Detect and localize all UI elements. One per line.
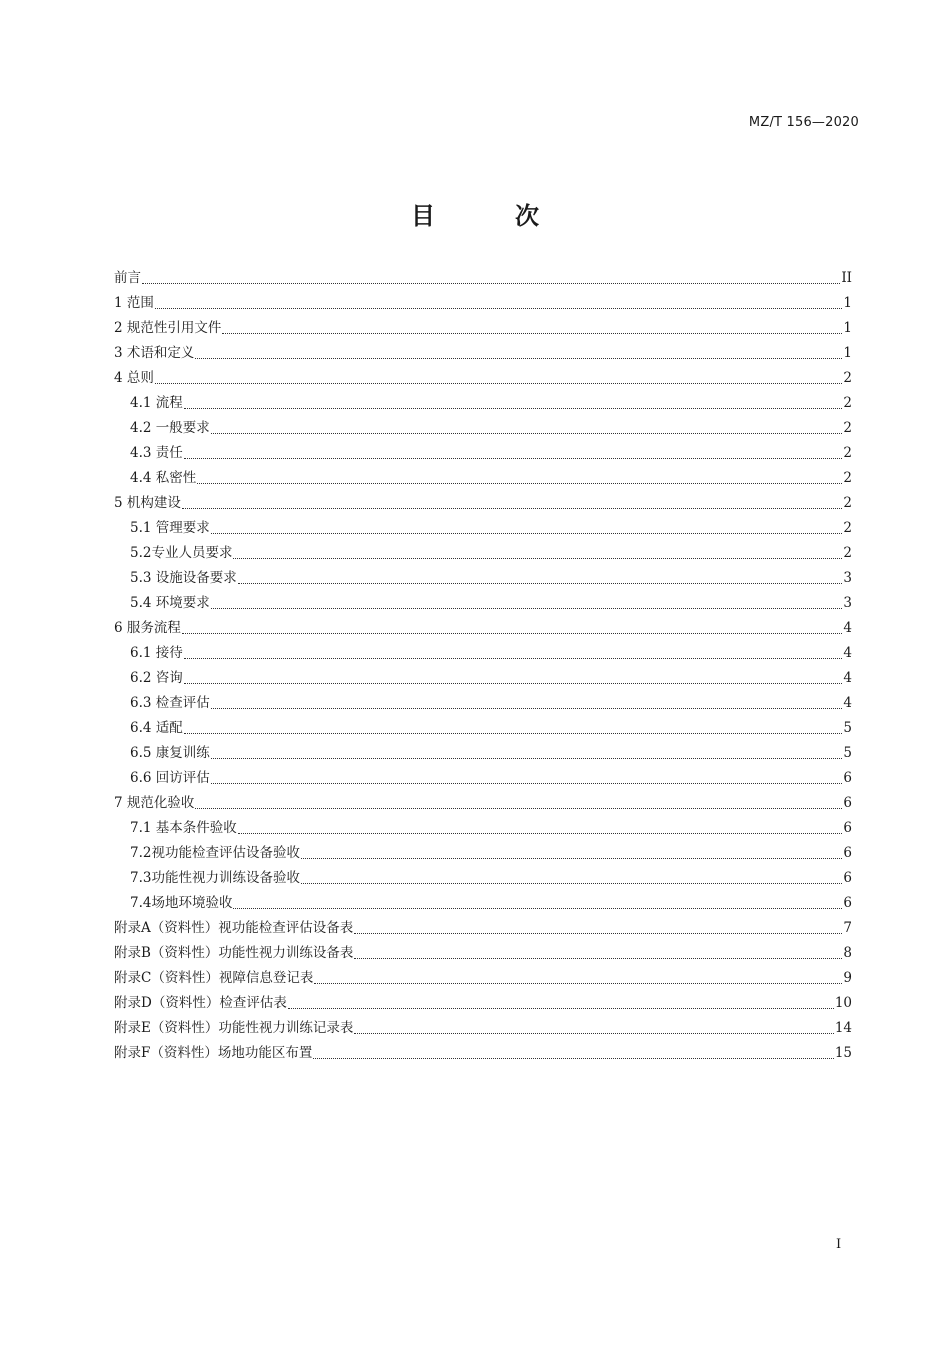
toc-entry-page: 2: [843, 395, 852, 411]
toc-entry-page: 2: [843, 470, 852, 486]
toc-title: 目 次: [411, 202, 567, 230]
toc-entry-label: 7.3功能性视力训练设备验收: [130, 870, 300, 886]
toc-entry-1[interactable]: [114, 291, 852, 316]
toc-entry-4-4[interactable]: [114, 466, 852, 491]
dot-leader: [155, 307, 843, 309]
toc-entry-5[interactable]: [114, 491, 852, 516]
dot-leader: [211, 757, 843, 759]
toc-entry-5-3[interactable]: [114, 566, 852, 591]
toc-entry-label: 7 规范化验收: [114, 795, 195, 811]
toc-entry-label: 附录C（资料性）视障信息登记表: [114, 970, 314, 986]
toc-entry-label: 附录D（资料性）检查评估表: [114, 995, 287, 1011]
toc-entry-foreword[interactable]: [114, 266, 852, 291]
toc-entry-label: 5.1 管理要求: [130, 520, 210, 536]
toc-entry-6-1[interactable]: [114, 641, 852, 666]
toc-entry-4-1[interactable]: [114, 391, 852, 416]
dot-leader: [211, 782, 843, 784]
dot-leader: [197, 482, 842, 484]
toc-entry-page: 6: [843, 895, 852, 911]
dot-leader: [233, 557, 842, 559]
toc-entry-6-2[interactable]: [114, 666, 852, 691]
toc-entry-page: 9: [843, 970, 852, 986]
toc-entry-page: 5: [843, 745, 852, 761]
dot-leader: [314, 982, 842, 984]
dot-leader: [142, 282, 840, 284]
toc-entry-label: 6.4 适配: [130, 720, 183, 736]
dot-leader: [233, 907, 842, 909]
toc-entry-page: 5: [843, 720, 852, 736]
toc-entry-appendix-c[interactable]: [114, 966, 852, 991]
toc-entry-5-4[interactable]: [114, 591, 852, 616]
dot-leader: [184, 682, 843, 684]
toc-entry-label: 5 机构建设: [114, 495, 181, 511]
toc-entry-page: 3: [843, 570, 852, 586]
dot-leader: [184, 407, 843, 409]
dot-leader: [211, 607, 843, 609]
toc-entry-label: 5.3 设施设备要求: [130, 570, 237, 586]
toc-entry-6-5[interactable]: [114, 741, 852, 766]
toc-entry-page: 6: [843, 820, 852, 836]
dot-leader: [155, 382, 843, 384]
toc-entry-label: 5.2专业人员要求: [130, 545, 233, 561]
toc-entry-label: 4.2 一般要求: [130, 420, 210, 436]
toc-entry-label: 6.1 接待: [130, 645, 183, 661]
table-of-contents: [114, 266, 852, 1066]
toc-entry-label: 2 规范性引用文件: [114, 320, 222, 336]
toc-entry-page: 8: [843, 945, 852, 961]
dot-leader: [211, 707, 843, 709]
toc-entry-page: 2: [843, 545, 852, 561]
toc-entry-label: 6.2 咨询: [130, 670, 183, 686]
dot-leader: [184, 732, 843, 734]
toc-entry-6[interactable]: [114, 616, 852, 641]
dot-leader: [182, 632, 843, 634]
dot-leader: [354, 957, 842, 959]
toc-entry-label: 附录B（资料性）功能性视力训练设备表: [114, 945, 354, 961]
toc-entry-label: 4.3 责任: [130, 445, 183, 461]
toc-entry-page: 2: [843, 445, 852, 461]
toc-entry-6-6[interactable]: [114, 766, 852, 791]
toc-entry-page: 3: [843, 595, 852, 611]
toc-entry-page: 2: [843, 370, 852, 386]
toc-entry-label: 4.1 流程: [130, 395, 183, 411]
toc-entry-page: 2: [843, 420, 852, 436]
toc-entry-page: 10: [834, 995, 852, 1011]
toc-entry-6-4[interactable]: [114, 716, 852, 741]
toc-entry-label: 6.3 检查评估: [130, 695, 210, 711]
toc-entry-page: II: [841, 270, 852, 286]
toc-entry-6-3[interactable]: [114, 691, 852, 716]
dot-leader: [301, 857, 842, 859]
toc-entry-7-2[interactable]: [114, 841, 852, 866]
toc-entry-page: 6: [843, 795, 852, 811]
toc-entry-label: 7.4场地环境验收: [130, 895, 233, 911]
toc-entry-appendix-f[interactable]: [114, 1041, 852, 1066]
page-number: I: [836, 1237, 842, 1252]
dot-leader: [211, 432, 843, 434]
dot-leader: [195, 807, 842, 809]
toc-entry-5-2[interactable]: [114, 541, 852, 566]
toc-entry-label: 7.2视功能检查评估设备验收: [130, 845, 300, 861]
toc-entry-7-3[interactable]: [114, 866, 852, 891]
toc-entry-page: 15: [834, 1045, 852, 1061]
toc-entry-2[interactable]: [114, 316, 852, 341]
toc-entry-label: 附录A（资料性）视功能检查评估设备表: [114, 920, 354, 936]
toc-entry-appendix-d[interactable]: [114, 991, 852, 1016]
toc-entry-label: 3 术语和定义: [114, 345, 195, 361]
toc-entry-page: 6: [843, 845, 852, 861]
toc-entry-label: 5.4 环境要求: [130, 595, 210, 611]
toc-entry-label: 6.5 康复训练: [130, 745, 210, 761]
dot-leader: [182, 507, 843, 509]
toc-entry-label: 6 服务流程: [114, 620, 181, 636]
dot-leader: [195, 357, 842, 359]
toc-entry-7-4[interactable]: [114, 891, 852, 916]
dot-leader: [354, 1032, 833, 1034]
dot-leader: [301, 882, 842, 884]
toc-entry-page: 6: [843, 770, 852, 786]
toc-entry-label: 附录F（资料性）场地功能区布置: [114, 1045, 313, 1061]
toc-entry-page: 2: [843, 520, 852, 536]
dot-leader: [313, 1057, 833, 1059]
dot-leader: [354, 932, 842, 934]
dot-leader: [222, 332, 842, 334]
toc-entry-page: 7: [843, 920, 852, 936]
toc-entry-appendix-e[interactable]: [114, 1016, 852, 1041]
dot-leader: [238, 832, 843, 834]
toc-entry-7[interactable]: [114, 791, 852, 816]
toc-entry-page: 1: [843, 345, 852, 361]
toc-entry-5-1[interactable]: [114, 516, 852, 541]
toc-entry-7-1[interactable]: [114, 816, 852, 841]
toc-entry-label: 4.4 私密性: [130, 470, 197, 486]
toc-entry-label: 6.6 回访评估: [130, 770, 210, 786]
dot-leader: [288, 1007, 834, 1009]
toc-entry-4[interactable]: [114, 366, 852, 391]
dot-leader: [184, 657, 843, 659]
toc-entry-4-3[interactable]: [114, 441, 852, 466]
toc-entry-page: 4: [843, 620, 852, 636]
toc-entry-label: 7.1 基本条件验收: [130, 820, 237, 836]
dot-leader: [238, 582, 843, 584]
toc-entry-label: 1 范围: [114, 295, 154, 311]
toc-entry-page: 1: [843, 295, 852, 311]
toc-entry-label: 前言: [114, 270, 141, 286]
dot-leader: [211, 532, 843, 534]
toc-entry-4-2[interactable]: [114, 416, 852, 441]
toc-entry-page: 14: [834, 1020, 852, 1036]
dot-leader: [184, 457, 843, 459]
toc-entry-label: 附录E（资料性）功能性视力训练记录表: [114, 1020, 354, 1036]
toc-entry-page: 4: [843, 670, 852, 686]
standard-code: MZ/T 156—2020: [748, 115, 859, 130]
toc-entry-page: 4: [843, 645, 852, 661]
toc-entry-page: 2: [843, 495, 852, 511]
toc-entry-page: 4: [843, 695, 852, 711]
toc-entry-label: 4 总则: [114, 370, 154, 386]
toc-entry-page: 1: [843, 320, 852, 336]
toc-entry-appendix-a[interactable]: [114, 916, 852, 941]
toc-entry-appendix-b[interactable]: [114, 941, 852, 966]
toc-entry-3[interactable]: [114, 341, 852, 366]
toc-entry-page: 6: [843, 870, 852, 886]
